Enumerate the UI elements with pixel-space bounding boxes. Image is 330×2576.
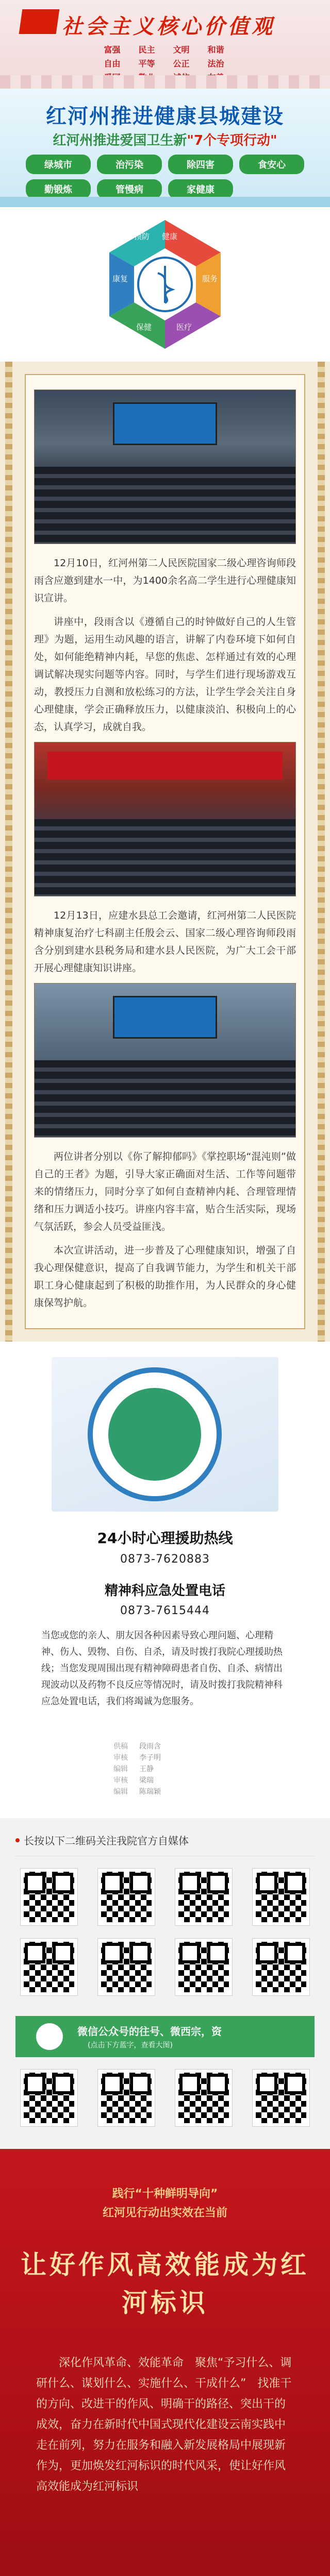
credit-row: 审核 李子明 bbox=[113, 1754, 161, 1762]
health-tag: 家健康 bbox=[168, 179, 233, 199]
qr-code-icon bbox=[175, 1939, 232, 1995]
health-tag: 管慢病 bbox=[97, 179, 162, 199]
wechat-follow-bar[interactable] bbox=[15, 2016, 315, 2057]
article-paragraph: 讲座中，段雨含以《遵循自己的时钟做好自己的人生管理》为题，运用生动风趣的语言，讲解了内卷环境下如何自处，如何能绝精神内耗，早您的焦虑、怎样通过有效的心理调试解决现实问题等内容。同时，与学生们进行现场游戏互动，教授压力自测和放松练习的方法，让学生学会关注自身心理健康，学会正确释放压力，以健康淡泊、积极向上的心态，认真学习，成就自我。 bbox=[34, 616, 296, 733]
subtitle-highlight: "7个专项行动" bbox=[187, 133, 277, 148]
poster-paragraph: 深化作风革命、效能革命 聚焦“予习什么、调研什么、谋划什么、实施什么、干成什么” 找准干的方向、改进干的作风、明确干的路径、突出干的成效，奋力在新时代中国式现代化建设云南实践中走在前列，努力在服务和融入新发展格局中展现新作为，更加焕发红河标识的时代风采，使让好作风高效能成为红河标识 bbox=[36, 2357, 292, 2493]
core-value: 富强 bbox=[104, 45, 121, 55]
core-value: 平等 bbox=[138, 59, 155, 69]
bullet-icon bbox=[15, 1838, 20, 1842]
article-paragraph: 两位讲者分别以《你了解抑郁吗》《掌控职场“混沌则”做自己的王者》为题，引导大家正确面对生活、工作等问题带来的情绪压力，同时分享了如何自查精神内耗、合理管理情绪和压力调适小技巧。讲座内容丰富，贴合生活实际，现场气氛活跃，参会人员受益匪浅。 bbox=[34, 1151, 296, 1232]
core-value: 文明 bbox=[173, 45, 190, 55]
qr-item[interactable] bbox=[93, 1869, 160, 1928]
article-frame bbox=[25, 374, 305, 1329]
qr-item[interactable] bbox=[93, 1939, 160, 1998]
qr-section-header: 长按以下二维码关注我院官方自媒体 bbox=[15, 1828, 315, 1856]
health-banner-title: 红河州推进健康县城建设 bbox=[46, 105, 284, 128]
core-values-slogan: 社会主义核心价值观 bbox=[62, 14, 275, 39]
emblem-label: 医疗 bbox=[176, 323, 192, 332]
wechat-bar-hint: (点击下方蓝字，查看大图) bbox=[88, 2041, 173, 2049]
poster-kicker: 践行“十种鲜明导向” bbox=[112, 2188, 218, 2200]
core-values-banner bbox=[0, 0, 330, 89]
emblem-label: 服务 bbox=[202, 274, 218, 283]
wechat-bar-title: 微信公众号的往号、微西宗，资 bbox=[77, 2025, 222, 2038]
core-value: 公正 bbox=[173, 59, 190, 69]
health-banner-subtitle bbox=[0, 130, 330, 149]
hotline-number[interactable]: 0873-7620883 bbox=[120, 1553, 210, 1566]
qr-code-icon bbox=[21, 1939, 77, 1995]
qr-code-icon bbox=[175, 1869, 232, 1925]
clinic-hotline-number[interactable]: 0873-7615444 bbox=[120, 1604, 210, 1617]
article-body bbox=[0, 362, 330, 1342]
qr-code-icon bbox=[98, 2070, 155, 2126]
city-skyline bbox=[0, 197, 330, 207]
core-value: 民主 bbox=[138, 45, 155, 55]
credit-row: 编辑 陈瑞颖 bbox=[113, 1788, 161, 1796]
wechat-icon bbox=[36, 2023, 63, 2050]
article-paragraph: 本次宣讲活动，进一步普及了心理健康知识，增强了自我心理保健意识，提高了自我调节能力，为学生和机关干部职工身心健康起到了积极的助推作用，为人民群众的身心健康保驾护航。 bbox=[34, 1245, 296, 1309]
qr-code-section bbox=[0, 1818, 330, 2149]
health-tag: 除四害 bbox=[168, 155, 233, 174]
qr-item[interactable] bbox=[170, 2070, 237, 2126]
lecture-photo bbox=[34, 742, 296, 896]
emblem-label: 健康 bbox=[162, 232, 178, 241]
emblem-label: 保健 bbox=[136, 323, 152, 332]
credit-row: 编辑 王静 bbox=[113, 1765, 154, 1773]
health-tag: 治污染 bbox=[97, 155, 162, 174]
article-paragraph: 12月13日，应建水县总工会邀请，红河州第二人民医院精神康复治疗七科副主任殷会云、国家二级心理咨询师段雨含分别到建水县税务局和建水县人民医院，为广大工会干部开展心理健康知识讲座。 bbox=[34, 910, 296, 974]
qr-item[interactable] bbox=[248, 2070, 315, 2126]
poster-kicker-secondary: 红河见行动出实效在当前 bbox=[102, 2207, 227, 2219]
qr-code-icon bbox=[253, 1939, 309, 1995]
qr-code-grid-secondary bbox=[15, 2057, 315, 2139]
health-tag: 绿城市 bbox=[26, 155, 91, 174]
decorative-ribbon bbox=[0, 75, 330, 89]
qr-code-icon bbox=[21, 2070, 77, 2126]
emblem-label: 康复 bbox=[112, 274, 128, 283]
hospital-emblem-section bbox=[0, 207, 330, 362]
core-value: 自由 bbox=[104, 59, 121, 69]
poster-headline: 让好作风高效能成为红河标识 bbox=[21, 2249, 309, 2318]
lecture-photo bbox=[34, 389, 296, 544]
qr-code-icon bbox=[21, 1869, 77, 1925]
hospital-emblem-icon bbox=[82, 212, 248, 357]
qr-code-icon bbox=[253, 1869, 309, 1925]
core-value: 和谐 bbox=[207, 45, 224, 55]
emblem-label: 预防 bbox=[134, 232, 150, 241]
qr-code-icon bbox=[98, 1939, 155, 1995]
health-city-banner bbox=[0, 89, 330, 207]
qr-code-icon bbox=[175, 2070, 232, 2126]
qr-code-icon bbox=[253, 2070, 309, 2126]
qr-item[interactable] bbox=[248, 1939, 315, 1998]
core-value: 法治 bbox=[207, 59, 224, 69]
clinic-hotline-title: 精神科应急处置电话 bbox=[104, 1583, 225, 1599]
credit-row: 供稿 段雨含 bbox=[113, 1742, 161, 1751]
subtitle-prefix: 红河州推进爱国卫生新 bbox=[53, 133, 187, 148]
qr-code-grid bbox=[15, 1856, 315, 2011]
qr-code-icon bbox=[98, 1869, 155, 1925]
hotline-description: 当您或您的亲人、朋友因各种因素导致心理问题、心理精神、伤人、毁物、自伤、自杀，请及时拨打我院心理援助热线；当您发现周围出现有精神障碍患者自伤、自杀、病情出现波动以及药物不良反应等情况时，请及时拨打我院精神科应急处置电话，我们将竭诚为您服务。 bbox=[41, 1630, 283, 1707]
health-action-tags bbox=[26, 155, 304, 199]
qr-item[interactable] bbox=[170, 1869, 237, 1928]
qr-item[interactable] bbox=[93, 2070, 160, 2126]
hotline-title: 24小时心理援助热线 bbox=[97, 1530, 233, 1547]
qr-item[interactable] bbox=[170, 1939, 237, 1998]
qr-item[interactable] bbox=[15, 1939, 82, 1998]
lecture-photo bbox=[34, 983, 296, 1138]
qr-item[interactable] bbox=[15, 2070, 82, 2126]
campaign-poster bbox=[0, 2149, 330, 2576]
flag-icon bbox=[19, 9, 60, 34]
qr-item[interactable] bbox=[15, 1869, 82, 1928]
staff-credits bbox=[0, 1720, 330, 1818]
credit-row: 审核 梁瑞 bbox=[113, 1776, 154, 1785]
health-tag: 食安心 bbox=[239, 155, 304, 174]
poster-body bbox=[21, 2353, 309, 2497]
hospital-logo-image bbox=[52, 1357, 278, 1512]
qr-item[interactable] bbox=[248, 1869, 315, 1928]
hotline-section bbox=[0, 1342, 330, 1720]
health-tag: 勤锻炼 bbox=[26, 179, 91, 199]
article-paragraph: 12月10日，红河州第二人民医院国家二级心理咨询师段雨含应邀到建水一中，为1400余名高二学生进行心理健康知识宣讲。 bbox=[34, 557, 296, 604]
